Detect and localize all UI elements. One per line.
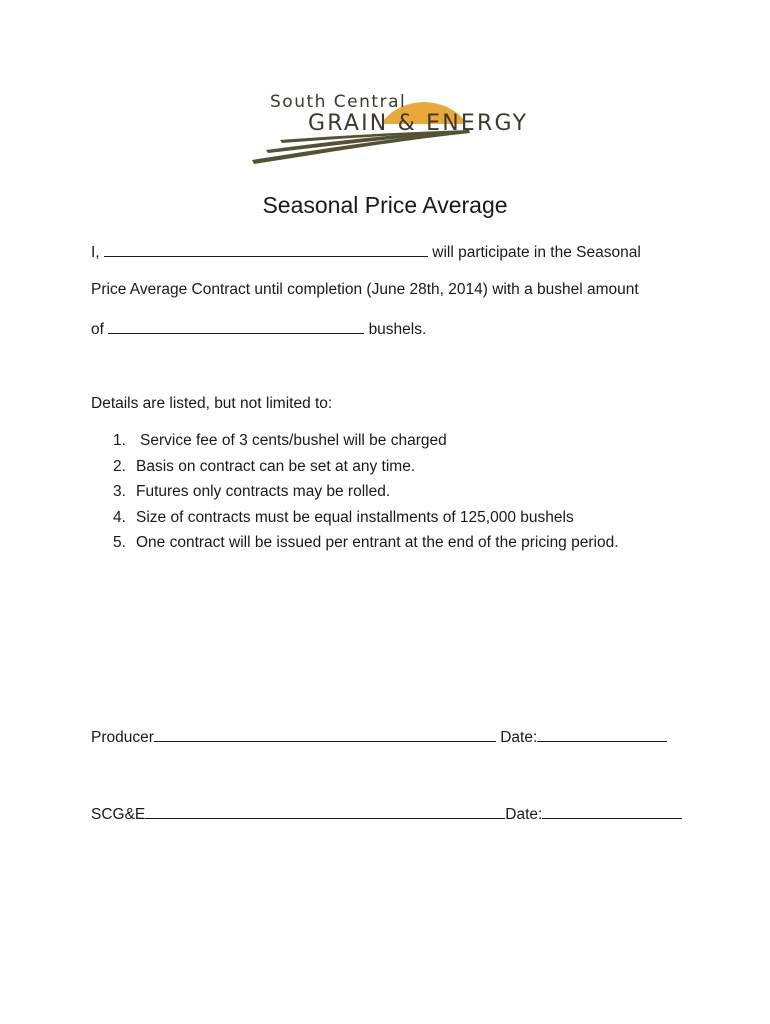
list-item: 3. Futures only contracts may be rolled. [113,483,391,501]
scge-date-field[interactable] [542,804,682,819]
producer-signature-field[interactable] [154,727,496,742]
details-heading: Details are listed, but not limited to: [91,395,333,412]
page-title: Seasonal Price Average [262,192,508,218]
line3-suffix: bushels. [368,321,427,338]
producer-date-label: Date: [500,729,538,746]
logo-text-south-central: South Central [270,92,407,112]
company-logo [244,88,534,178]
line1-prefix: I, [91,244,100,261]
details-list [113,432,619,560]
paragraph-line-1 [91,242,641,262]
participant-name-blank[interactable] [104,242,428,257]
logo-text-grain-energy: GRAIN & ENERGY [308,111,529,136]
list-item: 4. Size of contracts must be equal installments of 125,000 bushels [113,508,574,526]
paragraph-line-2: Price Average Contract until completion (June 28th, 2014) with a bushel amount [91,281,639,298]
paragraph-line-3 [91,319,426,339]
producer-signature-line [91,727,667,747]
bushel-amount-blank[interactable] [108,319,364,334]
scge-signature-field[interactable] [145,804,505,819]
producer-label: Producer [91,729,154,746]
line1-suffix: will participate in the Seasonal [432,244,641,261]
line3-prefix: of [91,321,104,338]
list-item: 1. Service fee of 3 cents/bushel will be charged [113,432,447,449]
list-item: 5. One contract will be issued per entrant at the end of the pricing period. [113,534,619,552]
list-item: 2. Basis on contract can be set at any time. [113,457,416,475]
scge-date-label: Date: [505,806,543,823]
scge-signature-line [91,804,682,824]
producer-date-field[interactable] [537,727,667,742]
scge-label: SCG&E [91,806,146,823]
